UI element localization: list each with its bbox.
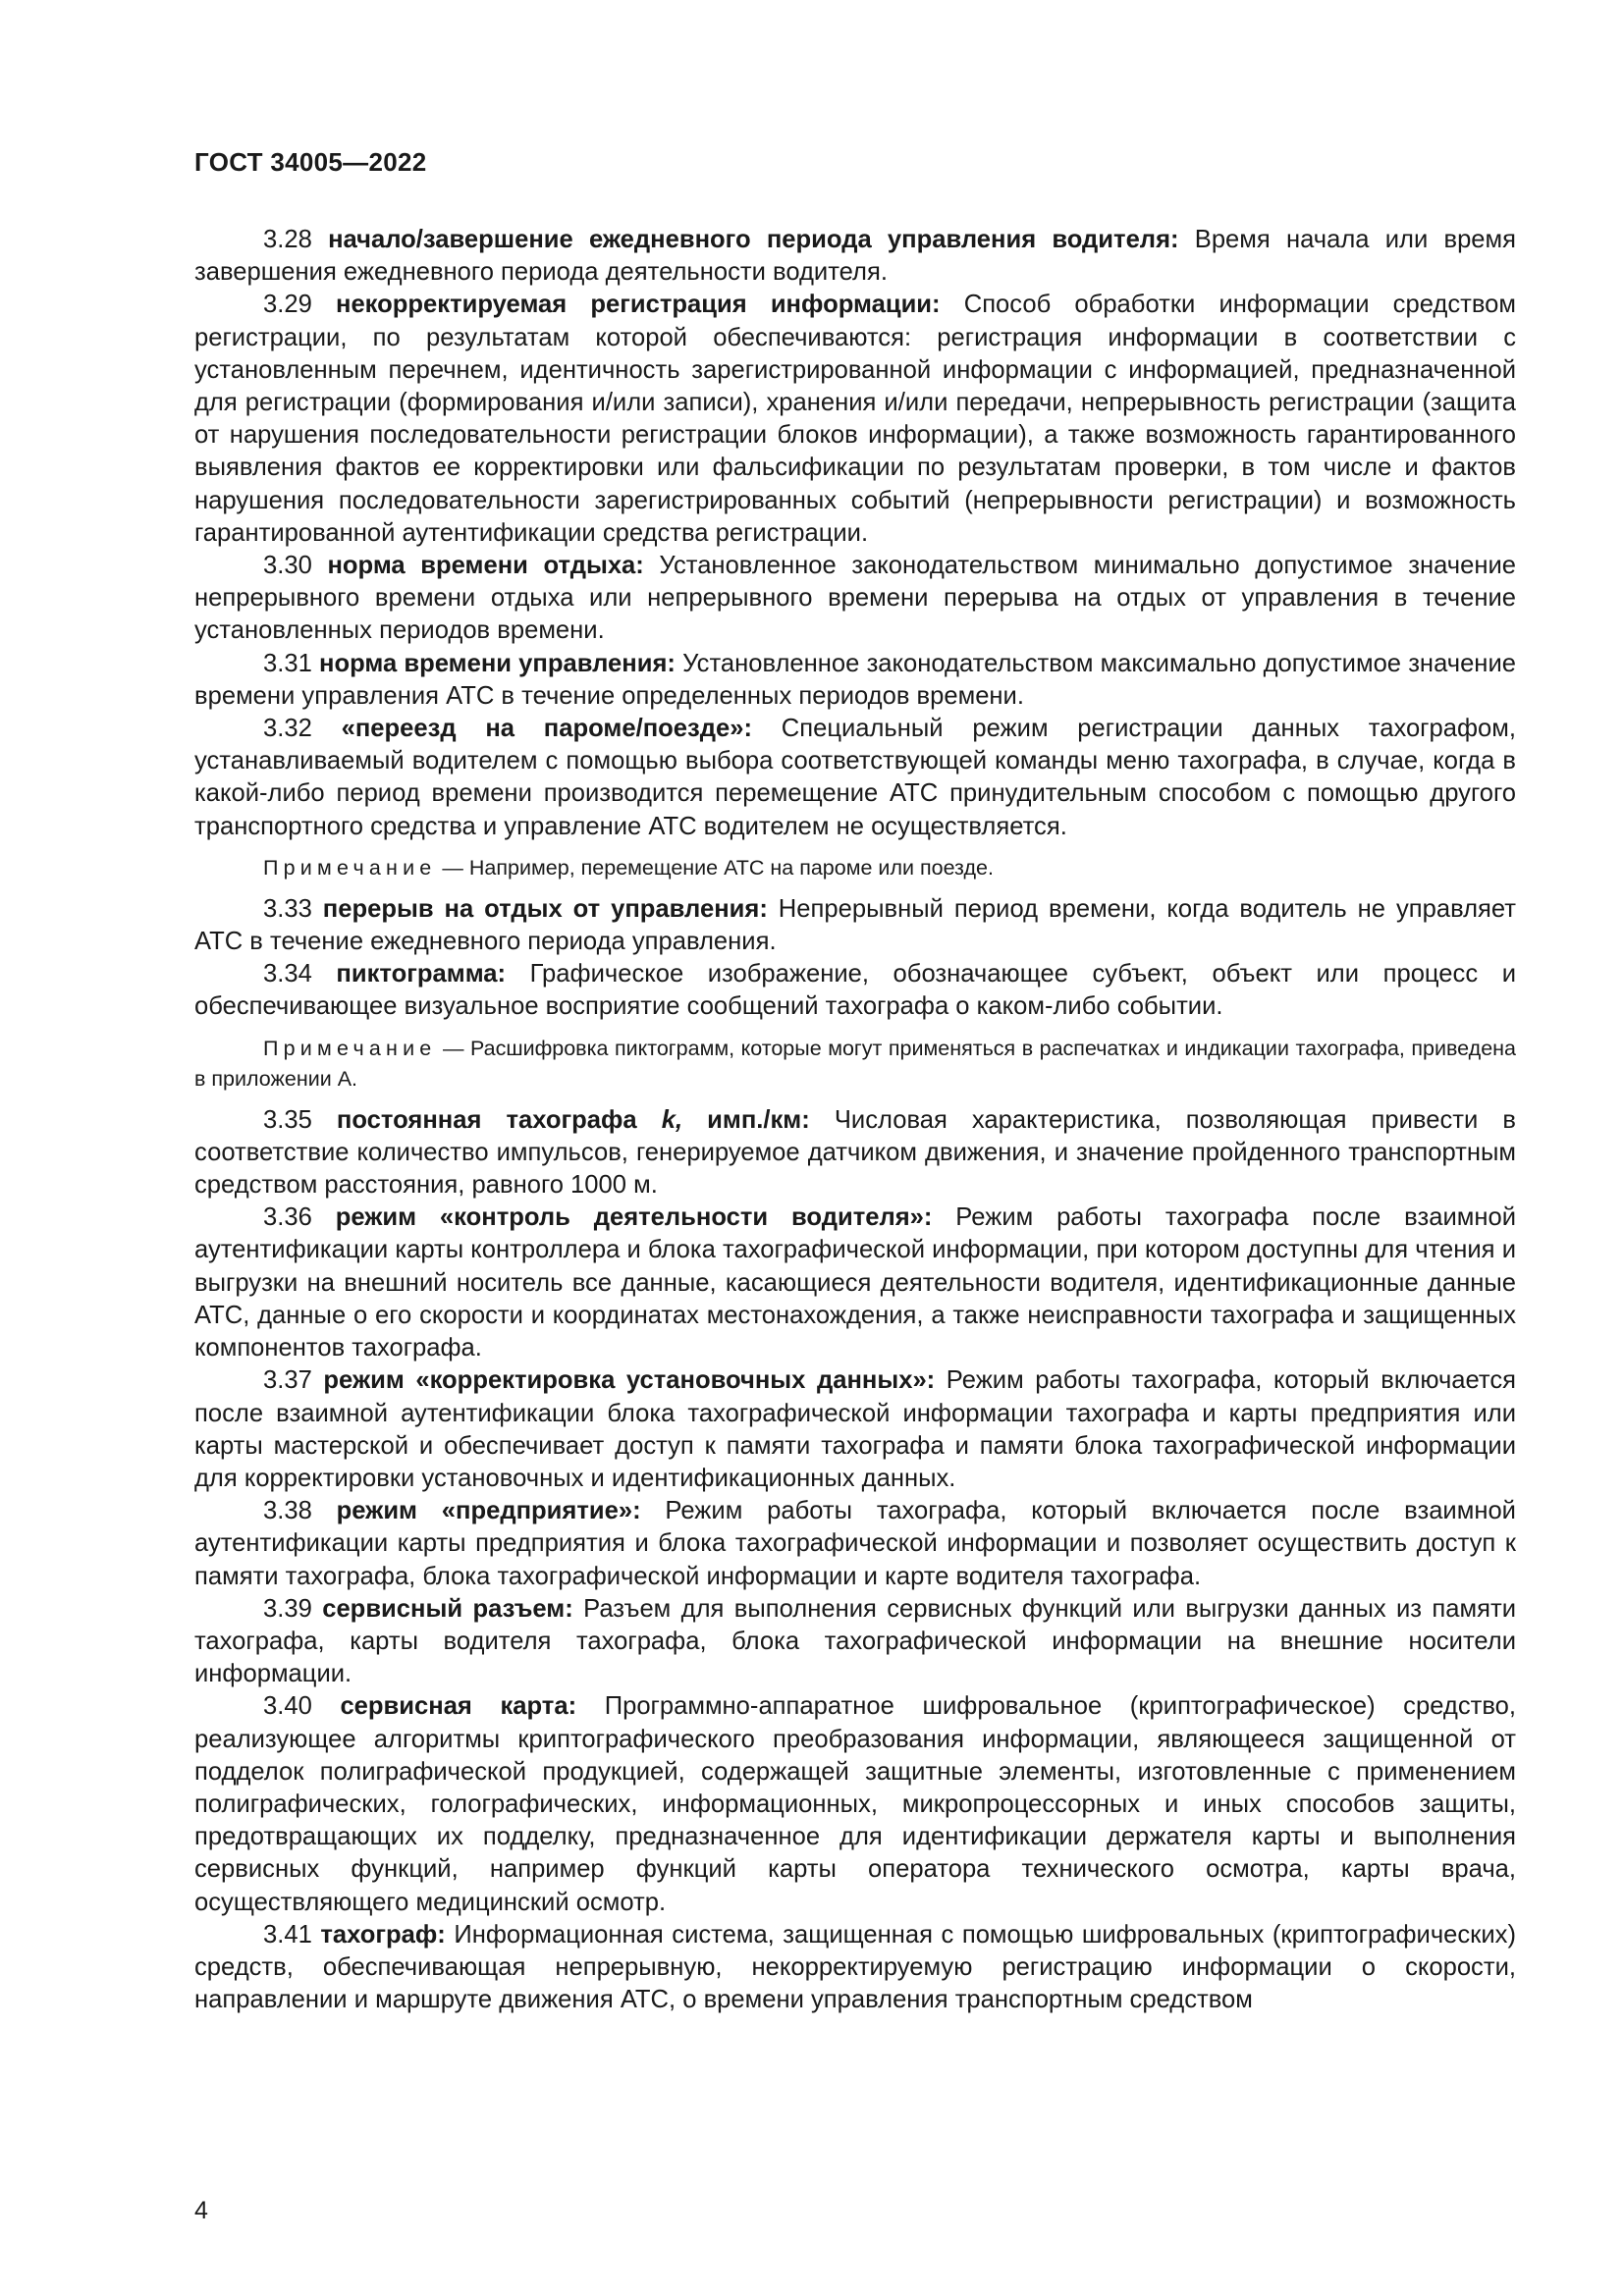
term: пиктограмма: [336, 960, 507, 988]
definition: Информационная система, защищенная с помощью шифровальных (криптографических) средств, обеспечивающая непрерывную, некорректируемую регистрацию информации о скорости, направлении и маршруте движения АТС, о времени управления транспортным средством [194, 1920, 1516, 2014]
term: «переезд на пароме/поезде»: [341, 715, 752, 743]
note-text: — Расшифровка пиктограмм, которые могут применяться в распечатках и индикации тахографа, приведена в приложении А. [194, 1036, 1516, 1091]
clause-3-33: 3.33 перерыв на отдых от управления: Непрерывный период времени, когда водитель не управляет АТС в течение ежедневного периода управления. [194, 894, 1516, 956]
clause-3-35: 3.35 постоянная тахографа k, имп./км: Числовая характеристика, позволяющая привести в соответствие количество импульсов, генерируемое датчиком движения, и значение пройденного транспортным средством расстояния, равного 1000 м. [194, 1105, 1516, 1200]
definition: Режим работы тахографа, который включается после взаимной аутентификации карты предприятия и блока тахографической информации и позволяет осуществить доступ к памяти тахографа, блока тахографической информации и карте водителя тахографа. [194, 1497, 1516, 1590]
note-ferry [194, 853, 1516, 883]
definition: Режим работы тахографа после взаимной аутентификации карты контроллера и блока тахографической информации, при котором доступны для чтения и выгрузки на внешний носитель все данные, касающиеся деятельности водителя, идентификационные данные АТС, данные о его скорости и координатах местонахождения, а также неисправности тахографа и защищенных компонентов тахографа. [194, 1203, 1516, 1362]
definition: Числовая характеристика, позволяющая привести в соответствие количество импульсов, генерируемое датчиком движения, и значение пройденного транспортным средством расстояния, равного 1000 м. [194, 1105, 1516, 1200]
note-label: Примечание [263, 855, 437, 880]
definition: Разъем для выполнения сервисных функций или выгрузки данных из памяти тахографа, карты водителя тахографа, блока тахографической информации на внешние носители информации. [194, 1594, 1516, 1688]
note-label: Примечание [263, 1036, 437, 1060]
clause-3-37: 3.37 режим «корректировка установочных данных»: Режим работы тахографа, который включается после взаимной аутентификации блока тахографической информации тахографа и карты предприятия или карты мастерской и обеспечивает доступ к памяти тахографа и памяти блока тахографической информации для корректировки установочных и идентификационных данных. [194, 1366, 1516, 1492]
clause-3-32: 3.32 «переезд на пароме/поезде»: Специальный режим регистрации данных тахографом, устанавливаемый водителем с помощью выбора соответствующей команды меню тахографа, в случае, когда в какой-либо период времени производится перемещение АТС принудительным способом с помощью другого транспортного средства и управление АТС водителем не осуществляется. [194, 715, 1516, 840]
clause-3-29: 3.29 некорректируемая регистрация информации: Способ обработки информации средством регистрации, по результатам которой обеспечиваются: регистрация информации в соответствии с установленным перечнем, идентичность зарегистрированной информации с информацией, предназначенной для регистрации (формирования и/или записи), хранения и/или передачи, непрерывность регистрации (защита от нарушения последовательности регистрации блоков информации), а также возможность гарантированного выявления фактов ее корректировки или фальсификации по результатам проверки, в том числе и фактов нарушения последовательности зарегистрированных событий (непрерывности регистрации) и возможность гарантированной аутентификации средства регистрации. [194, 291, 1516, 547]
term: перерыв на отдых от управления: [322, 894, 768, 923]
term: режим «контроль деятельности водителя»: [335, 1203, 933, 1232]
term-unit: имп./км: [682, 1105, 810, 1134]
definition: Время начала или время завершения ежедневного периода деятельности водителя. [194, 226, 1516, 287]
definition: Графическое изображение, обозначающее субъект, объект или процесс и обеспечивающее визуальное восприятие сообщений тахографа о каком-либо событии. [194, 960, 1516, 1021]
page-number: 4 [194, 2197, 208, 2224]
definition: Установленное законодательством минимально допустимое значение непрерывного времени отдыха или непрерывного времени перерыва на отдых от управления в течение установленных периодов времени. [194, 552, 1516, 645]
term: норма времени отдыха: [327, 552, 644, 580]
term: некорректируемая регистрация информации: [335, 291, 941, 319]
definition: Установленное законодательством максимально допустимое значение времени управления АТС в течение определенных периодов времени. [194, 649, 1516, 710]
clause-3-38: 3.38 режим «предприятие»: Режим работы тахографа, который включается после взаимной аутентификации карты предприятия и блока тахографической информации и позволяет осуществить доступ к памяти тахографа, блока тахографической информации и карте водителя тахографа. [194, 1497, 1516, 1590]
term: норма времени управления: [319, 649, 676, 677]
term: сервисная карта: [340, 1692, 577, 1721]
clause-3-39: 3.39 сервисный разъем: Разъем для выполнения сервисных функций или выгрузки данных из памяти тахографа, карты водителя тахографа, блока тахографической информации на внешние носители информации. [194, 1594, 1516, 1688]
definition: Режим работы тахографа, который включается после взаимной аутентификации блока тахографической информации тахографа и карты предприятия или карты мастерской и обеспечивает доступ к памяти тахографа и памяти блока тахографической информации для корректировки установочных и идентификационных данных. [194, 1366, 1516, 1492]
term: начало/завершение ежедневного периода управления водителя: [328, 226, 1179, 253]
document-header: ГОСТ 34005—2022 [194, 147, 427, 177]
term: сервисный разъем: [322, 1594, 573, 1623]
definition: Специальный режим регистрации данных тахографом, устанавливаемый водителем с помощью выбора соответствующей команды меню тахографа, в случае, когда в какой-либо период времени производится перемещение АТС принудительным способом с помощью другого транспортного средства и управление АТС водителем не осуществляется. [194, 715, 1516, 840]
clause-3-28: 3.28 начало/завершение ежедневного периода управления водителя: Время начала или время завершения ежедневного периода деятельности водителя. [194, 226, 1516, 287]
term: постоянная тахографа [336, 1105, 637, 1134]
note-text: — Например, перемещение АТС на пароме или поезде. [436, 855, 994, 880]
clause-3-41: 3.41 тахограф: Информационная система, защищенная с помощью шифровальных (криптографических) средств, обеспечивающая непрерывную, некорректируемую регистрацию информации о скорости, направлении и маршруте движения АТС, о времени управления транспортным средством [194, 1920, 1516, 2014]
definition: Программно-аппаратное шифровальное (криптографическое) средство, реализующее алгоритмы криптографического преобразования информации, являющееся защищенной от подделок полиграфической продукцией, содержащей защитные элементы, изготовленные с применением полиграфических, голографических, информационных, микропроцессорных и иных способов защиты, предотвращающих их подделку, предназначенное для идентификации держателя карты и выполнения сервисных функций, например функций карты оператора технического осмотра, карты врача, осуществляющего медицинский осмотр. [194, 1692, 1516, 1916]
clause-3-34: 3.34 пиктограмма: Графическое изображение, обозначающее субъект, объект или процесс и обеспечивающее визуальное восприятие сообщений тахографа о каком-либо событии. [194, 960, 1516, 1021]
document-body [194, 224, 1516, 2016]
term: режим «корректировка установочных данных»: [323, 1366, 936, 1395]
term: тахограф: [320, 1920, 446, 1949]
clause-3-31: 3.31 норма времени управления: Установленное законодательством максимально допустимое значение времени управления АТС в течение определенных периодов времени. [194, 649, 1516, 710]
clause-3-30: 3.30 норма времени отдыха: Установленное законодательством минимально допустимое значение непрерывного времени отдыха или непрерывного времени перерыва на отдых от управления в течение установленных периодов времени. [194, 552, 1516, 645]
definition: Непрерывный период времени, когда водитель не управляет АТС в течение ежедневного периода управления. [194, 894, 1516, 956]
term: режим «предприятие»: [336, 1497, 641, 1525]
definition: Способ обработки информации средством регистрации, по результатам которой обеспечиваются: регистрация информации в соответствии с установленным перечнем, идентичность зарегистрированной информации с информацией, предназначенной для регистрации (формирования и/или записи), хранения и/или передачи, непрерывность регистрации (защита от нарушения последовательности регистрации блоков информации), а также возможность гарантированного выявления фактов ее корректировки или фальсификации по результатам проверки, в том числе и фактов нарушения последовательности зарегистрированных событий (непрерывности регистрации) и возможность гарантированной аутентификации средства регистрации. [194, 291, 1516, 547]
note-pictograms [194, 1034, 1516, 1095]
clause-3-36: 3.36 режим «контроль деятельности водителя»: Режим работы тахографа после взаимной аутентификации карты контроллера и блока тахографической информации, при котором доступны для чтения и выгрузки на внешний носитель все данные, касающиеся деятельности водителя, идентификационные данные АТС, данные о его скорости и координатах местонахождения, а также неисправности тахографа и защищенных компонентов тахографа. [194, 1203, 1516, 1362]
clause-3-40: 3.40 сервисная карта: Программно-аппаратное шифровальное (криптографическое) средство, реализующее алгоритмы криптографического преобразования информации, являющееся защищенной от подделок полиграфической продукцией, содержащей защитные элементы, изготовленные с применением полиграфических, голографических, информационных, микропроцессорных и иных способов защиты, предотвращающих их подделку, предназначенное для идентификации держателя карты и выполнения сервисных функций, например функций карты оператора технического осмотра, карты врача, осуществляющего медицинский осмотр. [194, 1692, 1516, 1916]
term-symbol: k, [661, 1105, 683, 1134]
